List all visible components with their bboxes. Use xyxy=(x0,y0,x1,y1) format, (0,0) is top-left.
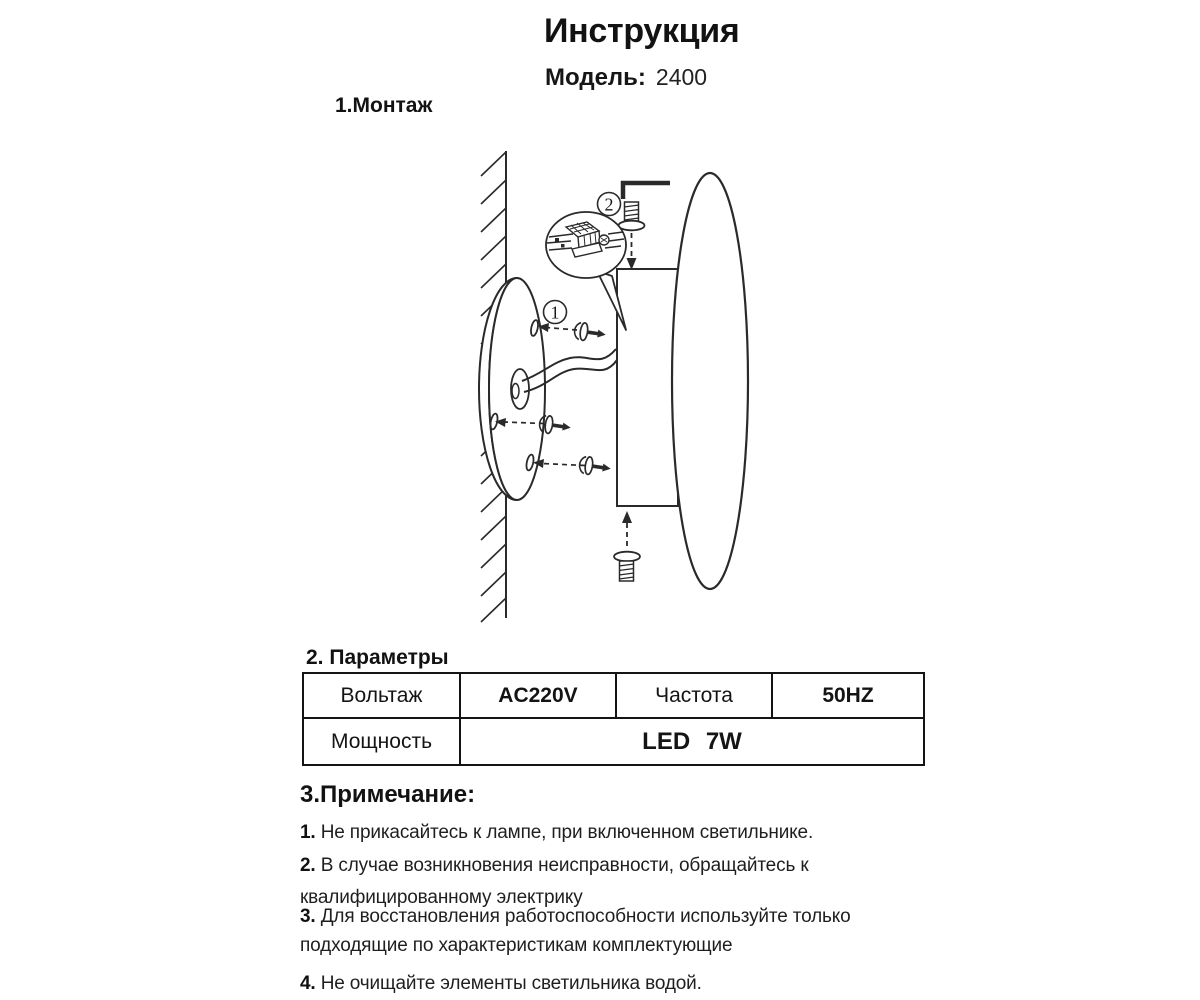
note-number: 3. xyxy=(300,906,316,927)
param-frequency-label: Частота xyxy=(617,674,773,719)
param-power-label: Мощность xyxy=(304,719,461,764)
mounting-diagram xyxy=(440,140,800,630)
note-text: В случае возникновения неисправности, обращайтесь к квалифицированному электрику xyxy=(300,855,809,908)
bottom-screw-spring xyxy=(614,511,640,581)
model-label: Модель: xyxy=(545,64,646,91)
section-notes-heading: 3.Примечание: xyxy=(300,781,476,808)
note-text: Не очищайте элементы светильника водой. xyxy=(320,973,702,994)
lamp-body xyxy=(672,173,748,589)
note-item-3 xyxy=(300,902,945,960)
note-item-4 xyxy=(300,968,945,1000)
param-voltage-label: Вольтаж xyxy=(304,674,461,719)
note-item-1 xyxy=(300,817,945,849)
section-mounting-heading: 1.Монтаж xyxy=(335,94,433,117)
step-label-2-text: 2 xyxy=(604,194,614,215)
note-number: 4. xyxy=(300,973,316,994)
screw xyxy=(573,322,607,344)
mounting-bracket xyxy=(617,269,678,506)
section-parameters-heading: 2. Параметры xyxy=(306,646,449,669)
step-label-2 xyxy=(598,193,621,216)
model-line xyxy=(545,62,707,93)
param-power-value: LED 7W xyxy=(642,727,742,755)
param-frequency-value: 50HZ xyxy=(773,674,923,719)
mounting-screws xyxy=(538,322,612,478)
step-label-1 xyxy=(544,301,567,324)
note-number: 1. xyxy=(300,822,316,843)
note-text: Для восстановления работоспособности используйте только подходящие по характеристикам комплектующие xyxy=(300,906,851,956)
param-voltage-value: AC220V xyxy=(461,674,617,719)
step-label-1-text: 1 xyxy=(550,302,560,323)
screw xyxy=(578,456,612,478)
note-number: 2. xyxy=(300,855,316,876)
note-text: Не прикасайтесь к лампе, при включенном светильнике. xyxy=(320,822,814,843)
model-value: 2400 xyxy=(655,64,708,90)
parameters-table xyxy=(302,672,925,766)
page-title: Инструкция xyxy=(544,12,740,50)
top-bracket xyxy=(623,183,670,199)
